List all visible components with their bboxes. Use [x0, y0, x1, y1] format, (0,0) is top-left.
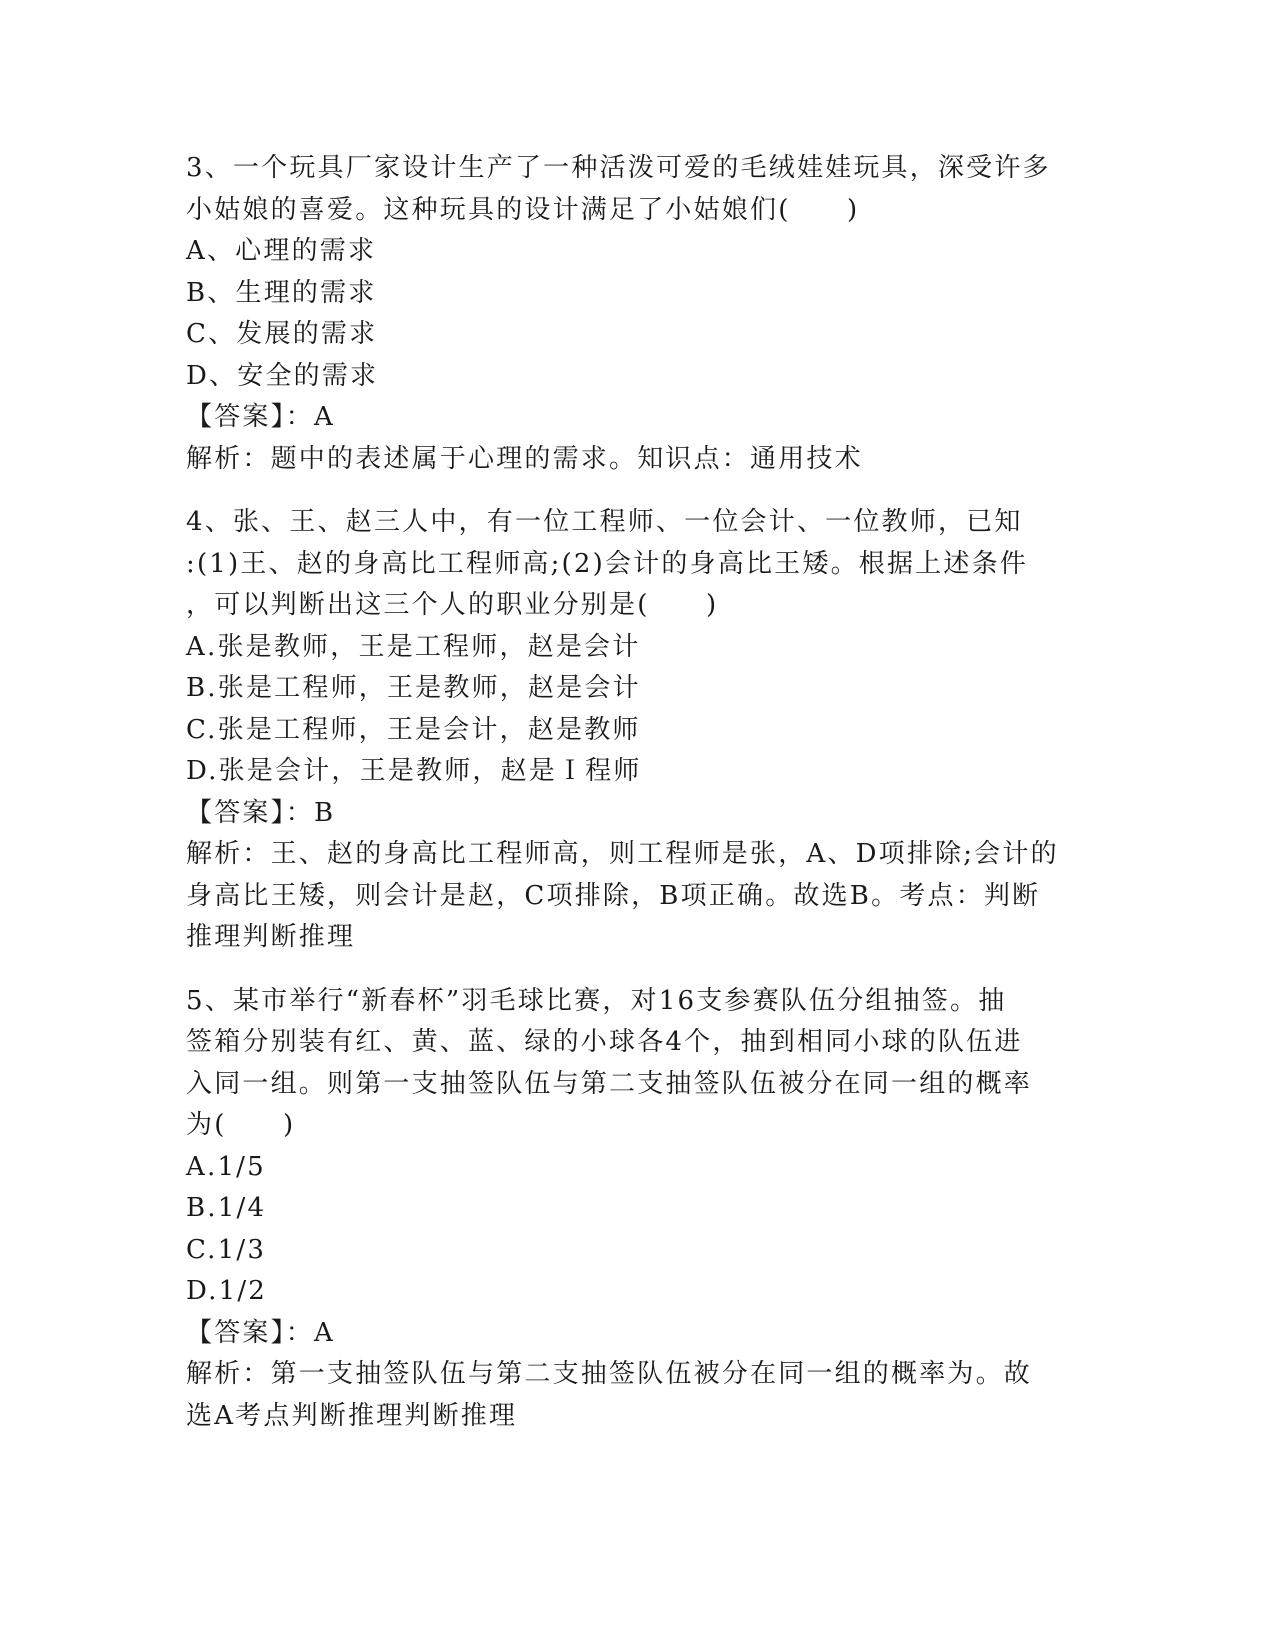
option-b: B.1/4: [186, 1193, 267, 1223]
question-stem-line: :(1)王、赵的身高比工程师高;(2)会计的身高比王矮。根据上述条件: [186, 548, 1028, 579]
analysis-line: 解析：题中的表述属于心理的需求。知识点：通用技术: [186, 443, 863, 474]
document-content: [186, 148, 1076, 1437]
option-d: D.张是会计，王是教师，赵是Ｉ程师: [186, 756, 642, 786]
analysis-line: 身高比王矮，则会计是赵，C项排除，B项正确。故选B。考点：判断: [186, 880, 1041, 911]
option-c: C.张是工程师，王是会计，赵是教师: [186, 714, 641, 745]
answer-line: 【答案】：B: [186, 797, 336, 828]
question-5: [186, 981, 1076, 1438]
option-a: A.张是教师，王是工程师，赵是会计: [186, 631, 641, 662]
answer-line: 【答案】：A: [186, 402, 335, 432]
option-b: B.张是工程师，王是教师，赵是会计: [186, 673, 641, 703]
question-stem-line: 入同一组。则第一支抽签队伍与第二支抽签队伍被分在同一组的概率: [186, 1068, 1033, 1099]
option-c: C、发展的需求: [186, 319, 378, 349]
option-b: B、生理的需求: [186, 277, 377, 308]
answer-line: 【答案】：A: [186, 1317, 335, 1348]
analysis-line: 选A考点判断推理判断推理: [186, 1400, 518, 1431]
option-d: D、安全的需求: [186, 360, 379, 391]
question-stem-line: 4、张、王、赵三人中，有一位工程师、一位会计、一位教师，已知: [186, 507, 1023, 537]
option-a: A.1/5: [186, 1151, 266, 1182]
option-a: A、心理的需求: [186, 236, 377, 266]
question-stem-line: ，可以判断出这三个人的职业分别是( ): [186, 590, 719, 620]
option-c: C.1/3: [186, 1234, 267, 1265]
option-d: D.1/2: [186, 1276, 268, 1306]
analysis-line: 推理判断推理: [186, 922, 356, 952]
question-4: [186, 502, 1076, 959]
analysis-line: 解析：王、赵的身高比工程师高，则工程师是张，A、D项排除;会计的: [186, 839, 1059, 869]
question-stem-line: 3、一个玩具厂家设计生产了一种活泼可爱的毛绒娃娃玩具，深受许多: [186, 153, 1051, 183]
question-stem-line: 小姑娘的喜爱。这种玩具的设计满足了小姑娘们( ): [186, 194, 860, 225]
question-stem-line: 为( ): [186, 1110, 296, 1140]
analysis-line: 解析：第一支抽签队伍与第二支抽签队伍被分在同一组的概率为。故: [186, 1359, 1033, 1389]
question-stem-line: 签箱分别装有红、黄、蓝、绿的小球各4个，抽到相同小球的队伍进: [186, 1027, 1023, 1057]
question-3: [186, 148, 1076, 480]
question-stem-line: 5、某市举行“新春杯”羽毛球比赛，对16支参赛队伍分组抽签。抽: [186, 985, 1007, 1016]
